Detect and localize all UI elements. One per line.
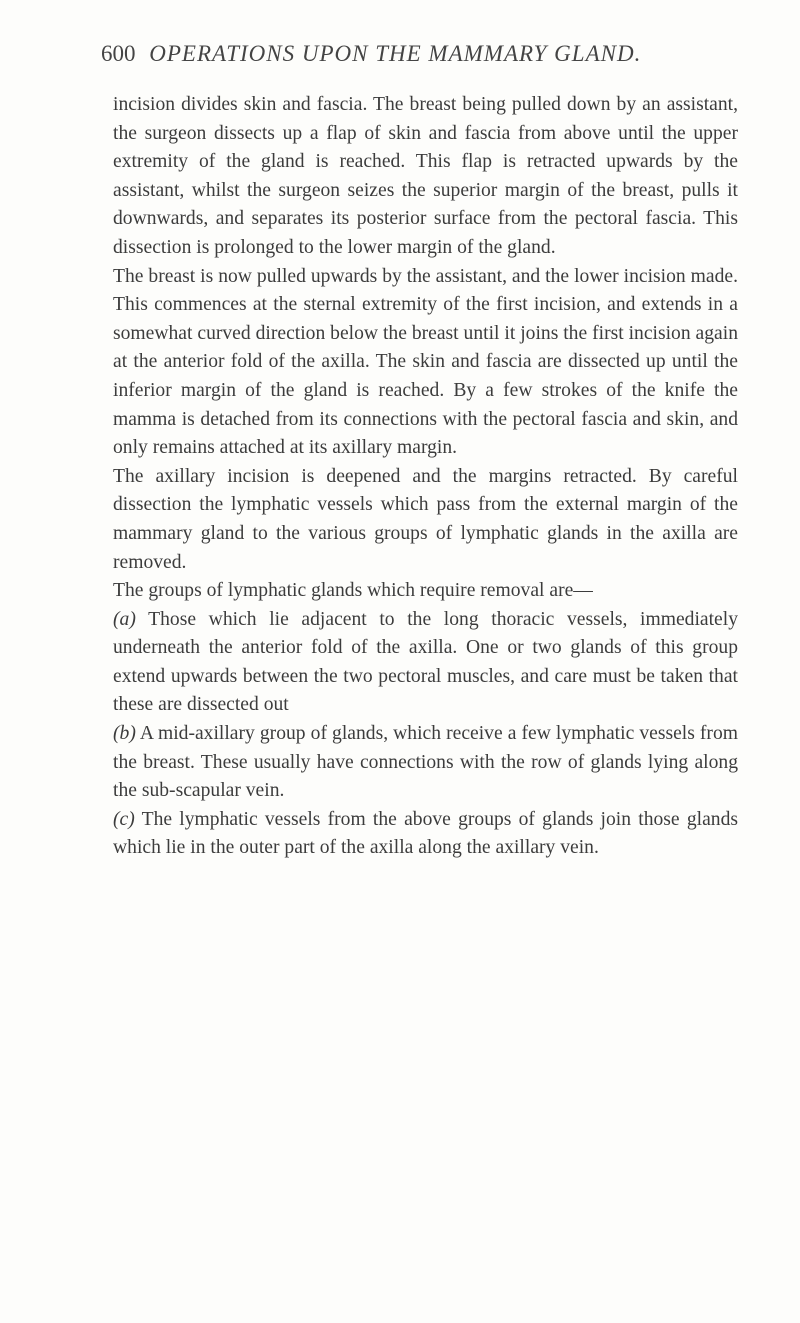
paragraph-2: The breast is now pulled upwards by the assistant, and the lower incision made. This commences at the sternal extremity of the first incision, and extends in a somewhat curved direction below the breast until it joins the first incision again at the anterior fold of the axilla. The skin and fascia are dissected up until the inferior margin of the gland is reached. By a few strokes of the knife the mamma is detached from its connections with the pectoral fascia and skin, and only remains attached at its axillary margin. [113,265,738,459]
list-marker-c: (c) [113,808,135,830]
page-number: 600 [101,41,136,66]
list-item-a [113,606,738,720]
list-text-c: The lymphatic vessels from the above groups of glands join those glands which lie in the outer part of the axilla along the axillary vein. [113,808,738,859]
list-text-a: Those which lie adjacent to the long thoracic vessels, immediately underneath the anterior fold of the axilla. One or two glands of this group extend upwards between the two pectoral muscles, and care must be taken that these are dissected out [113,608,738,716]
running-head [101,34,741,74]
paragraph-3: The axillary incision is deepened and the margins retracted. By careful dissection the lymphatic vessels which pass from the external margin of the mammary gland to the various groups of lymphatic glands in the axilla are removed. [113,465,738,573]
chapter-title: OPERATIONS UPON THE MAMMARY GLAND. [149,41,642,66]
list-marker-b: (b) [113,723,136,745]
paragraph-1: incision divides skin and fascia. The breast being pulled down by an assistant, the surgeon dissects up a flap of skin and fascia from above until the upper extremity of the gland is reached. This flap is retracted upwards by the assistant, whilst the surgeon seizes the superior margin of the breast, pulls it downwards, and separates its posterior surface from the pectoral fascia. This dissection is prolonged to the lower margin of the gland. [113,94,738,258]
paragraph-4: The groups of lymphatic glands which require removal are— [113,580,593,602]
list-item-b [113,720,738,806]
list-marker-a: (a) [113,608,136,630]
list-item-c [113,806,738,863]
body-text [113,91,738,863]
list-text-b: A mid-axillary group of glands, which receive a few lymphatic vessels from the breast. These usually have connections with the row of glands lying along the sub-scapular vein. [113,723,738,802]
